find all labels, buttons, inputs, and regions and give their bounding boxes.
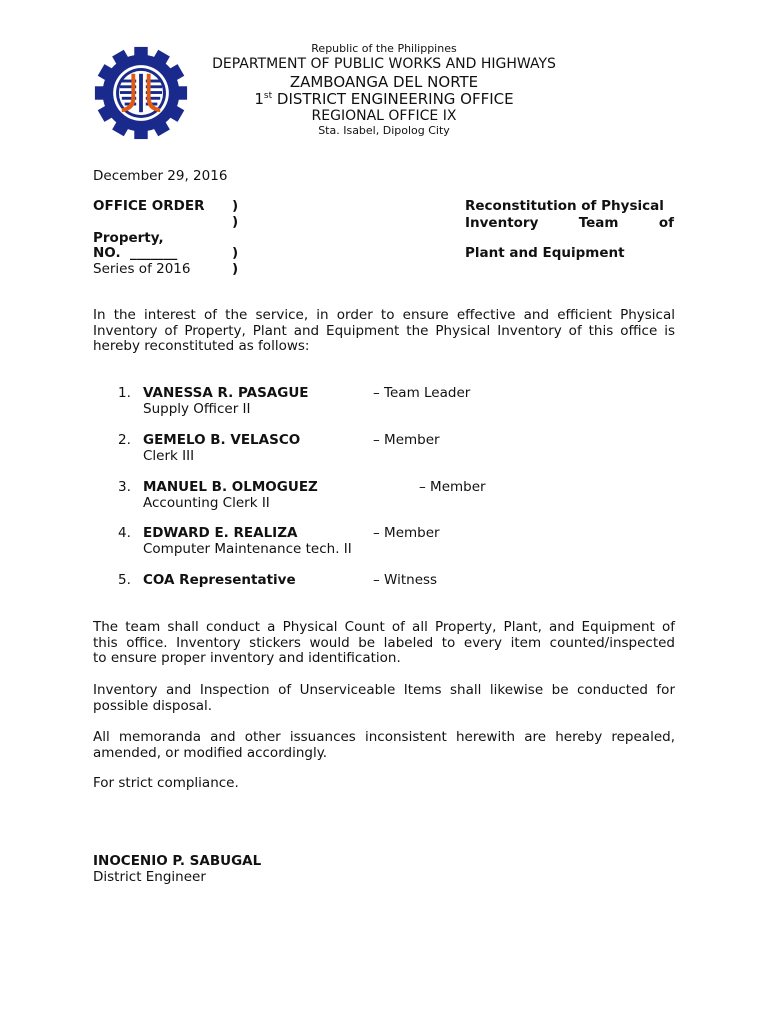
member-position: Accounting Clerk II [143, 494, 270, 511]
paragraph-line: The team shall conduct a Physical Count of all Property, Plant, and Equipment of [93, 619, 675, 635]
paren-3: ) [232, 245, 239, 261]
member-position: Computer Maintenance tech. II [143, 540, 352, 557]
paragraph-line: In the interest of the service, in order to ensure effective and efficient Physical [93, 307, 675, 323]
member-role: – Team Leader [373, 385, 471, 401]
document-date: December 29, 2016 [93, 168, 228, 184]
member-name: MANUEL B. OLMOGUEZ [143, 479, 318, 495]
member-role: – Member [373, 432, 440, 448]
office-name: DISTRICT ENGINEERING OFFICE [272, 90, 514, 108]
paragraph-line: All memoranda and other issuances inconsistent herewith are hereby repealed, [93, 729, 675, 745]
paragraph-line: For strict compliance. [93, 775, 239, 791]
memoranda-paragraph [93, 730, 675, 761]
member-role: – Witness [373, 572, 438, 588]
subject-line-1: Reconstitution of Physical [465, 198, 664, 214]
member-name: GEMELO B. VELASCO [143, 432, 301, 448]
paren-2: ) [232, 214, 239, 230]
list-number: 1. [118, 385, 131, 401]
paragraph-line: to ensure proper inventory and identification. [93, 650, 401, 666]
letterhead-province: ZAMBOANGA DEL NORTE [289, 73, 479, 91]
letterhead-region: REGIONAL OFFICE IX [311, 108, 457, 124]
paragraph-line: possible disposal. [93, 697, 213, 714]
order-no-blank: _______ [130, 245, 178, 261]
office-order-label: OFFICE ORDER [93, 198, 205, 214]
member-position: Clerk III [143, 447, 195, 464]
member-role: – Member [419, 479, 486, 495]
intro-paragraph [93, 308, 675, 355]
signatory-title: District Engineer [93, 869, 206, 885]
subject-word: of [658, 215, 674, 231]
gear-tooth [134, 126, 147, 139]
paren-1: ) [232, 198, 239, 214]
gear-tooth [134, 47, 147, 60]
gear-tooth [95, 86, 108, 99]
office-suffix: st [263, 91, 273, 101]
list-number: 4. [118, 525, 131, 541]
paragraph-line: this office. Inventory stickers would be labeled to every item counted/inspected [93, 634, 675, 651]
paragraph-line: Inventory and Inspection of Unserviceable Items shall likewise be conducted for [93, 682, 675, 698]
letterhead-department: DEPARTMENT OF PUBLIC WORKS AND HIGHWAYS [212, 56, 556, 72]
team-paragraph [93, 620, 675, 667]
letterhead-office [154, 90, 614, 108]
list-number: 3. [118, 479, 131, 495]
subject-word: Inventory [465, 215, 539, 231]
paragraph-line: Inventory of Property, Plant and Equipment the Physical Inventory of this office is [93, 322, 675, 339]
list-number: 2. [118, 432, 131, 448]
member-position: Supply Officer II [143, 400, 251, 417]
order-no-label: NO. [93, 245, 121, 261]
letterhead-address: Sta. Isabel, Dipolog City [318, 124, 450, 137]
office-number: 1 [254, 90, 264, 108]
list-number: 5. [118, 572, 131, 588]
member-name: VANESSA R. PASAGUE [143, 385, 309, 401]
signatory-name: INOCENIO P. SABUGAL [93, 853, 262, 869]
letterhead-republic: Republic of the Philippines [311, 42, 457, 55]
unserviceable-paragraph [93, 683, 675, 714]
subject-line-2 [465, 215, 674, 231]
order-number [93, 246, 177, 262]
order-series: Series of 2016 [93, 261, 191, 277]
subject-line-3: Plant and Equipment [465, 245, 625, 261]
member-role: – Member [373, 525, 440, 541]
paragraph-line: hereby reconstituted as follows: [93, 338, 310, 354]
member-name: COA Representative [143, 572, 296, 588]
paren-4: ) [232, 261, 239, 277]
closing-line [93, 776, 675, 792]
paragraph-line: amended, or modified accordingly. [93, 744, 328, 761]
subject-word: Team [578, 215, 619, 231]
member-name: EDWARD E. REALIZA [143, 525, 298, 541]
property-label: Property, [93, 230, 164, 246]
